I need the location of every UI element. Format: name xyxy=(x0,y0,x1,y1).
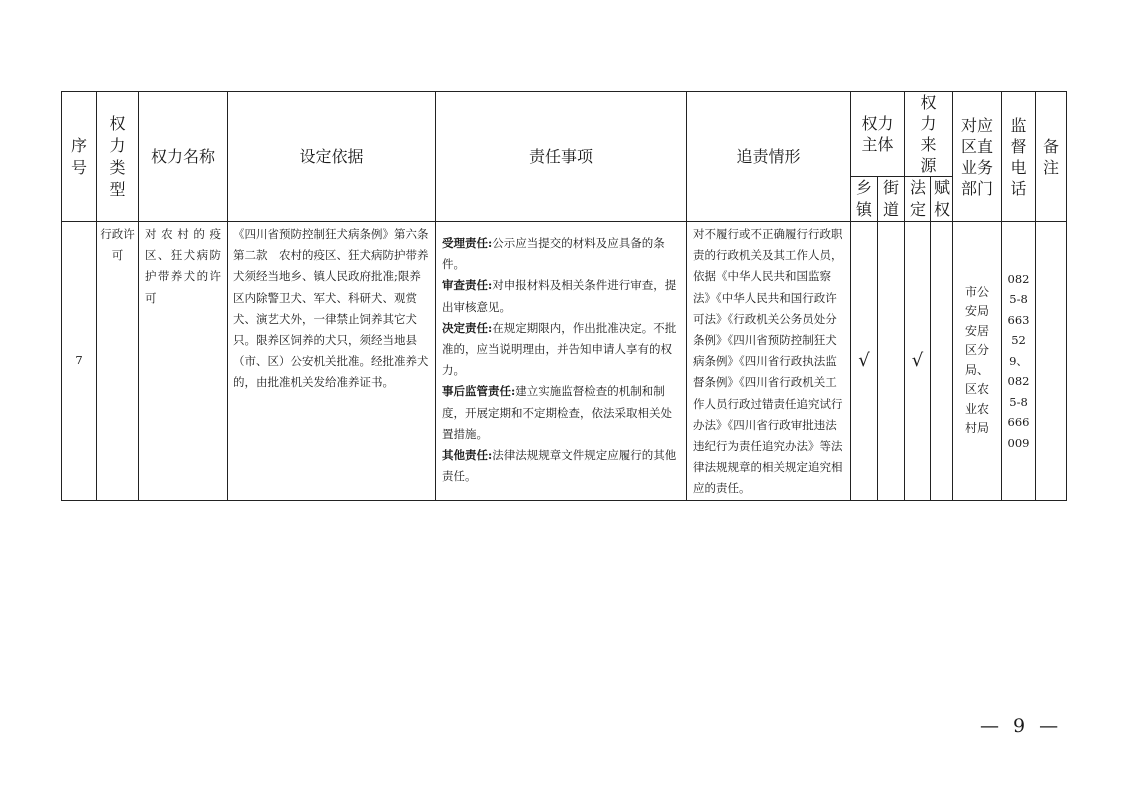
duty-item xyxy=(442,233,680,275)
cell-phone: 0825-8663529、0825-8666009 xyxy=(1002,222,1036,501)
table-row xyxy=(62,222,1067,501)
header-duty: 责任事项 xyxy=(436,92,687,222)
cell-subject-street-mark xyxy=(878,222,905,501)
duty-label: 其他责任: xyxy=(442,448,493,463)
duty-item xyxy=(442,318,680,382)
header-dept: 对应区直业务部门 xyxy=(953,92,1002,222)
header-remark: 备注 xyxy=(1036,92,1067,222)
cell-subject-town-mark: √ xyxy=(851,222,878,501)
header-basis: 设定依据 xyxy=(228,92,436,222)
header-phone: 监督电话 xyxy=(1002,92,1036,222)
header-subject-street: 街道 xyxy=(878,177,905,222)
duty-text: 建立实施监督检查的机制和制度，开展定期和不定期检查，依法采取相关处置措施。 xyxy=(442,384,672,441)
duty-item xyxy=(442,445,680,487)
duty-text: 法律法规规章文件规定应履行的其他责任。 xyxy=(442,448,677,484)
duty-label: 事后监管责任: xyxy=(442,384,516,399)
duty-item xyxy=(442,275,680,317)
header-source-legal: 法定 xyxy=(905,177,931,222)
cell-remark xyxy=(1036,222,1067,501)
duty-text: 在规定期限内，作出批准决定。不批准的，应当说明理由，并告知申请人享有的权力。 xyxy=(442,320,677,378)
cell-name: 对农村的疫区、狂犬病防护带养犬的许可 xyxy=(139,222,228,501)
duty-label: 决定责任: xyxy=(442,320,493,335)
cell-duty xyxy=(436,222,687,501)
header-accountability: 追责情形 xyxy=(687,92,851,222)
page-number: — 9 — xyxy=(980,715,1063,737)
cell-seq: 7 xyxy=(62,222,97,501)
header-subject: 权力主体 xyxy=(851,92,905,177)
cell-source-legal-mark: √ xyxy=(905,222,931,501)
cell-accountability: 对不履行或不正确履行行政职责的行政机关及其工作人员，依据《中华人民共和国监察法》《中华人民共和国行政许可法》《行政机关公务员处分条例》《四川省预防控制狂犬病条例》《四川省行政执法监督条例》《四川省行政机关工作人员行政过错责任追究试行办法》《四川省行政审批违法违纪行为责任追究办法》等法律法规规章的相关规定追究相应的责任。 xyxy=(687,222,851,501)
header-source: 权力来源 xyxy=(905,92,953,177)
power-list-table xyxy=(61,91,1067,501)
header-source-granted: 赋权 xyxy=(931,177,953,222)
duty-label: 受理责任: xyxy=(442,236,493,250)
header-name: 权力名称 xyxy=(139,92,228,222)
duty-item xyxy=(442,381,680,445)
cell-basis: 《四川省预防控制狂犬病条例》第六条第二款 农村的疫区、狂犬病防护带养犬须经当地乡、镇人民政府批准;限养区内除警卫犬、军犬、科研犬、观赏犬、演艺犬外，一律禁止饲养其它犬只。限养区饲养的犬只，须经当地县（市、区）公安机关批准。经批准养犬的，由批准机关发给准养证书。 xyxy=(228,222,436,501)
duty-text: 公示应当提交的材料及应具备的条件。 xyxy=(442,236,665,272)
header-type: 权力类型 xyxy=(97,92,139,222)
header-seq: 序号 xyxy=(62,92,97,222)
duty-label: 审查责任: xyxy=(442,278,493,293)
duty-text: 对申报材料及相关条件进行审查，提出审核意见。 xyxy=(442,278,677,314)
cell-dept: 市公安局安居区分局、区农业农村局 xyxy=(953,222,1002,501)
cell-type: 行政许可 xyxy=(97,222,139,501)
cell-source-granted-mark xyxy=(931,222,953,501)
header-subject-town: 乡镇 xyxy=(851,177,878,222)
